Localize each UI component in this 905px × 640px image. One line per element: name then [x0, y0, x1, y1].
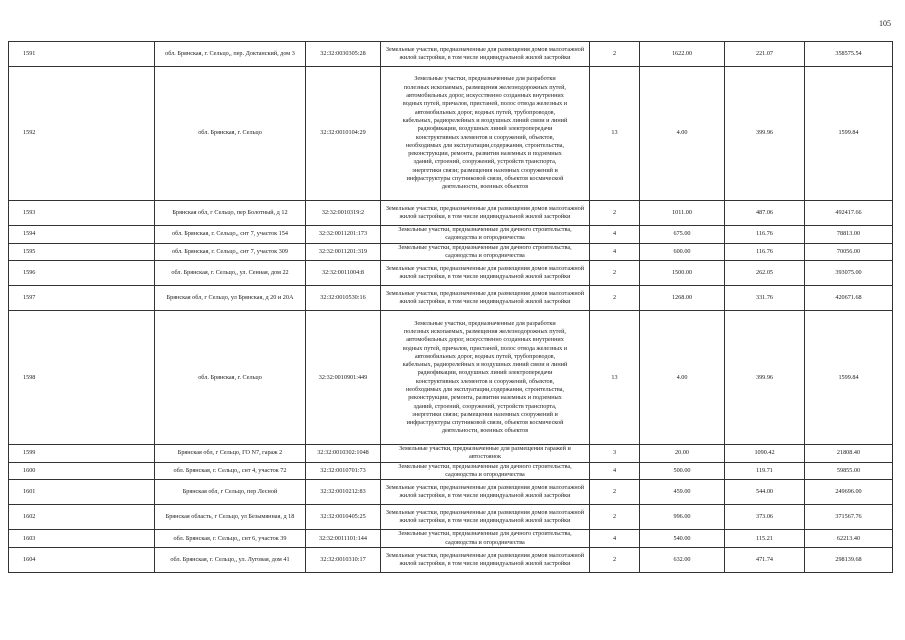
group-cell: 13 [590, 67, 640, 201]
row-number: 1604 [9, 547, 155, 572]
area-cell: 500.00 [640, 462, 725, 480]
table-row [9, 67, 893, 201]
cadastral-number-cell: 32:32:0030305:28 [306, 42, 381, 67]
cadastral-value-cell: 298139.68 [805, 547, 893, 572]
table-body [9, 42, 893, 573]
land-use-cell: Земельные участки, предназначенные для размещения домов малоэтажной жилой застройки, в том числе индивидуальной жилой застройки [381, 286, 590, 311]
land-use-cell: Земельные участки, предназначенные для размещения домов малоэтажной жилой застройки, в том числе индивидуальной жилой застройки [381, 201, 590, 226]
table-row [9, 462, 893, 480]
cadastral-number-cell: 32:32:0011004:8 [306, 261, 381, 286]
cadastral-number-cell: 32:32:0010901:449 [306, 311, 381, 445]
group-cell: 2 [590, 201, 640, 226]
address-cell: обл. Брянская, г. Сельцо,, снт 7, участок 154 [155, 226, 306, 244]
address-cell: Брянская обл, г Сельцо, ул Брянская, д 20 и 20А [155, 286, 306, 311]
address-cell: обл. Брянская, г. Сельцо [155, 67, 306, 201]
specific-value-cell: 116.76 [725, 226, 805, 244]
address-cell: обл. Брянская, г. Сельцо,, снт 7, участок 309 [155, 243, 306, 261]
group-cell: 4 [590, 243, 640, 261]
land-use-cell: Земельные участки, предназначенные для дачного строительства, садоводства и огородничества [381, 243, 590, 261]
area-cell: 675.00 [640, 226, 725, 244]
specific-value-cell: 544.00 [725, 480, 805, 505]
specific-value-cell: 399.96 [725, 67, 805, 201]
cadastral-value-cell: 62213.40 [805, 530, 893, 548]
address-cell: обл. Брянская, г. Сельцо,, снт 4, участок 72 [155, 462, 306, 480]
table-row [9, 286, 893, 311]
cadastral-number-cell: 32:32:0010104:29 [306, 67, 381, 201]
table-row [9, 42, 893, 67]
row-number: 1596 [9, 261, 155, 286]
cadastral-value-cell: 1599.84 [805, 311, 893, 445]
specific-value-cell: 471.74 [725, 547, 805, 572]
area-cell: 600.00 [640, 243, 725, 261]
land-use-cell: Земельные участки, предназначенные для размещения гаражей и автостоянок [381, 445, 590, 463]
cadastral-number-cell: 32:32:0010310:17 [306, 547, 381, 572]
cadastral-number-cell: 32:32:0011201:173 [306, 226, 381, 244]
cadastral-value-table [8, 41, 893, 573]
cadastral-number-cell: 32:32:0011101:144 [306, 530, 381, 548]
land-use-cell: Земельные участки, предназначенные для размещения домов малоэтажной жилой застройки, в том числе индивидуальной жилой застройки [381, 480, 590, 505]
area-cell: 1011.00 [640, 201, 725, 226]
table-row [9, 445, 893, 463]
address-cell: Брянская обл, г Сельцо, пер Болотный, д 12 [155, 201, 306, 226]
specific-value-cell: 399.96 [725, 311, 805, 445]
row-number: 1595 [9, 243, 155, 261]
row-number: 1593 [9, 201, 155, 226]
cadastral-number-cell: 32:32:0010212:83 [306, 480, 381, 505]
cadastral-value-cell: 492417.66 [805, 201, 893, 226]
group-cell: 4 [590, 226, 640, 244]
cadastral-number-cell: 32:32:0010405:25 [306, 505, 381, 530]
table-row [9, 530, 893, 548]
specific-value-cell: 331.76 [725, 286, 805, 311]
area-cell: 632.00 [640, 547, 725, 572]
area-cell: 4.00 [640, 311, 725, 445]
address-cell: Брянская область, г Сельцо, ул Безымянная, д 18 [155, 505, 306, 530]
land-use-cell: Земельные участки, предназначенные для разработки полезных ископаемых, размещения железнодорожных путей, автомобильных дорог, искусственно созданных внутренних водных путей, причалов, пристаней, полос отвода железных и автомобильных дорог, водных путей, трубопроводов, кабельных, радиорелейных и воздушных линий связи и линий радиофикации, воздушных линий электропередачи конструктивных элементов и сооружений, объектов, необходимых для эксплуатации,содержания, строительства, реконструкции, ремонта, развития наземных и подземных зданий, строений, сооружений, устройств транспорта, энергетики связи; размещения наземных сооружений и инфраструктуры спутниковой связи, объектов космической деятельности, военных объектов [381, 67, 590, 201]
land-use-cell: Земельные участки, предназначенные для размещения домов малоэтажной жилой застройки, в том числе индивидуальной жилой застройки [381, 261, 590, 286]
table-row [9, 243, 893, 261]
table-row [9, 201, 893, 226]
row-number: 1601 [9, 480, 155, 505]
cadastral-value-cell: 59855.00 [805, 462, 893, 480]
land-use-cell: Земельные участки, предназначенные для размещения домов малоэтажной жилой застройки, в том числе индивидуальной жилой застройки [381, 42, 590, 67]
land-use-cell: Земельные участки, предназначенные для дачного строительства, садоводства и огородничества [381, 530, 590, 548]
group-cell: 4 [590, 462, 640, 480]
land-use-cell: Земельные участки, предназначенные для размещения домов малоэтажной жилой застройки, в том числе индивидуальной жилой застройки [381, 505, 590, 530]
group-cell: 13 [590, 311, 640, 445]
row-number: 1603 [9, 530, 155, 548]
specific-value-cell: 1090.42 [725, 445, 805, 463]
area-cell: 540.00 [640, 530, 725, 548]
cadastral-value-cell: 70056.00 [805, 243, 893, 261]
cadastral-number-cell: 32:32:0010530:16 [306, 286, 381, 311]
cadastral-number-cell: 32:32:0010701:73 [306, 462, 381, 480]
cadastral-number-cell: 32:32:0011201:319 [306, 243, 381, 261]
land-use-cell: Земельные участки, предназначенные для дачного строительства, садоводства и огородничества [381, 226, 590, 244]
land-use-cell: Земельные участки, предназначенные для разработки полезных ископаемых, размещения железнодорожных путей, автомобильных дорог, искусственно созданных внутренних водных путей, причалов, пристаней, полос отвода железных и автомобильных дорог, водных путей, трубопроводов, кабельных, радиорелейных и воздушных линий связи и линий радиофикации, воздушных линий электропередачи конструктивных элементов и сооружений, объектов, необходимых для эксплуатации,содержания, строительства, реконструкции, ремонта, развития наземных и подземных зданий, строений, сооружений, устройств транспорта, энергетики связи; размещения наземных сооружений и инфраструктуры спутниковой связи, объектов космической деятельности, военных объектов [381, 311, 590, 445]
row-number: 1591 [9, 42, 155, 67]
cadastral-value-cell: 1599.84 [805, 67, 893, 201]
group-cell: 2 [590, 261, 640, 286]
specific-value-cell: 221.07 [725, 42, 805, 67]
address-cell: Брянская обл, г Сельцо, пер Лесной [155, 480, 306, 505]
row-number: 1598 [9, 311, 155, 445]
table-row [9, 480, 893, 505]
group-cell: 2 [590, 286, 640, 311]
cadastral-value-cell: 21808.40 [805, 445, 893, 463]
area-cell: 1268.00 [640, 286, 725, 311]
address-cell: Брянская обл, г Сельцо, ГО N7, гараж 2 [155, 445, 306, 463]
group-cell: 2 [590, 505, 640, 530]
cadastral-value-cell: 358575.54 [805, 42, 893, 67]
specific-value-cell: 115.21 [725, 530, 805, 548]
table-row [9, 261, 893, 286]
row-number: 1602 [9, 505, 155, 530]
row-number: 1594 [9, 226, 155, 244]
cadastral-number-cell: 32:32:0010319:2 [306, 201, 381, 226]
group-cell: 4 [590, 530, 640, 548]
row-number: 1597 [9, 286, 155, 311]
table-row [9, 505, 893, 530]
address-cell: обл. Брянская, г. Сельцо,, снт 6, участок 39 [155, 530, 306, 548]
area-cell: 1622.00 [640, 42, 725, 67]
page-number: 105 [879, 19, 891, 28]
cadastral-number-cell: 32:32:0010302:1048 [306, 445, 381, 463]
row-number: 1600 [9, 462, 155, 480]
area-cell: 459.00 [640, 480, 725, 505]
cadastral-value-cell: 78813.00 [805, 226, 893, 244]
cadastral-value-cell: 249696.00 [805, 480, 893, 505]
cadastral-value-cell: 393075.00 [805, 261, 893, 286]
group-cell: 3 [590, 445, 640, 463]
specific-value-cell: 116.76 [725, 243, 805, 261]
area-cell: 996.00 [640, 505, 725, 530]
area-cell: 20.00 [640, 445, 725, 463]
cadastral-value-cell: 420671.68 [805, 286, 893, 311]
land-use-cell: Земельные участки, предназначенные для дачного строительства, садоводства и огородничества [381, 462, 590, 480]
group-cell: 2 [590, 42, 640, 67]
row-number: 1599 [9, 445, 155, 463]
address-cell: обл. Брянская, г. Сельцо [155, 311, 306, 445]
row-number: 1592 [9, 67, 155, 201]
group-cell: 2 [590, 547, 640, 572]
specific-value-cell: 373.06 [725, 505, 805, 530]
specific-value-cell: 119.71 [725, 462, 805, 480]
specific-value-cell: 487.06 [725, 201, 805, 226]
address-cell: обл. Брянская, г. Сельцо,, ул. Луговая, дом 41 [155, 547, 306, 572]
address-cell: обл. Брянская, г. Сельцо,, пер. Доктанский, дом 3 [155, 42, 306, 67]
group-cell: 2 [590, 480, 640, 505]
specific-value-cell: 262.05 [725, 261, 805, 286]
address-cell: обл. Брянская, г. Сельцо,, ул. Сенная, дом 22 [155, 261, 306, 286]
area-cell: 4.00 [640, 67, 725, 201]
area-cell: 1500.00 [640, 261, 725, 286]
table-row [9, 311, 893, 445]
land-use-cell: Земельные участки, предназначенные для размещения домов малоэтажной жилой застройки, в том числе индивидуальной жилой застройки [381, 547, 590, 572]
cadastral-value-cell: 371567.76 [805, 505, 893, 530]
table-row [9, 547, 893, 572]
table-row [9, 226, 893, 244]
